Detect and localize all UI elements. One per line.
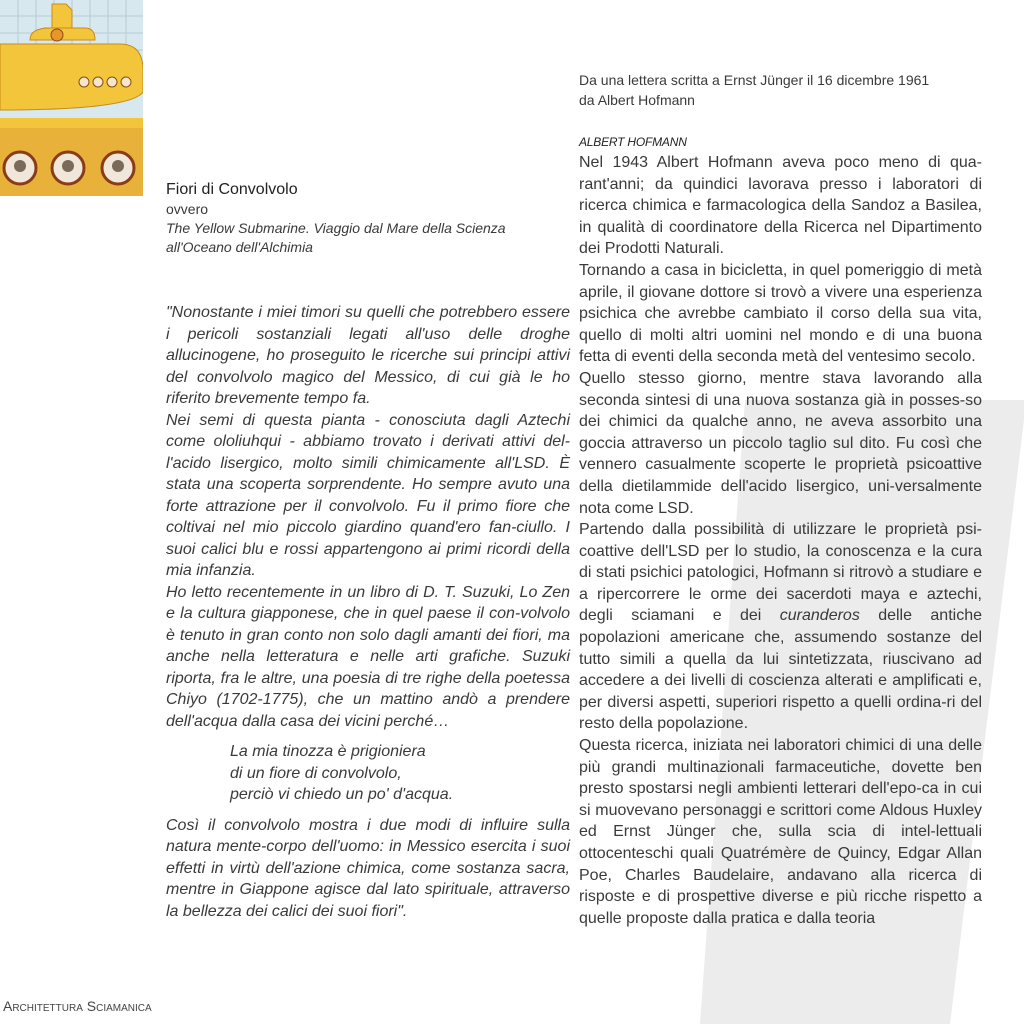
- poem-line: di un fiore di convolvolo,: [230, 764, 402, 782]
- main-body-text: [579, 152, 982, 929]
- section-author-heading: ALBERT HOFMANN: [579, 135, 687, 149]
- body-paragraph-3: Quello stesso giorno, mentre stava lavorando alla seconda sintesi di una nuova sostanza già in posses-so dei chimici da qualche anno, ne aveva assorbito una goccia attraverso un piccolo taglio sul dito. Fu così che vennero casualmente scoperte le proprietà psicoattive della dietilammide dell'acido lisergico, uni-versalmente nota come LSD.: [579, 369, 982, 517]
- poem-line: La mia tinozza è prigioniera: [230, 743, 426, 760]
- quote-paragraph-1: "Nonostante i miei timori su quelli che potrebbero essere i pericoli sostanziali legati all'uso delle droghe allucinogene, ho proseguito le ricerche sui principi attivi del convolvolo magico del Messico, di cui già le ho riferito brevemente tempo fa.: [166, 304, 570, 407]
- quote-paragraph-2: Nei semi di questa pianta - conosciuta dagli Aztechi come ololiuhqui - abbiamo trovato i derivati attivi del-l'acido lisergico, molto simili chimicamente all'LSD. È stata una scoperta sorprendente. Ho sempre avuto una forte attrazione per il convolvolo. Fu il primo fiore che coltivai nel mio piccolo giardino quand'ero fan-ciullo. I suoi calici blu e rossi appartengono ai primi ricordi della mia infanzia.: [166, 411, 570, 579]
- yellow-submarine-illustration: [0, 0, 143, 196]
- quote-paragraph-4: Così il convolvolo mostra i due modi di influire sulla natura mente-corpo dell'uomo: in Messico esercita i suoi effetti in virtù dell'azione chimica, come sostanza sacra, mentre in Giappone agisce dal lato spirituale, attraverso la bellezza dei calici dei suoi fiori".: [166, 816, 570, 920]
- poem-line: perciò vi chiedo un po' d'acqua.: [230, 786, 454, 803]
- letter-source-line2: da Albert Hofmann: [579, 92, 695, 108]
- article-ovvero: ovvero: [166, 201, 209, 217]
- letter-source-note: [579, 70, 979, 110]
- article-title: Fiori di Convolvolo: [166, 181, 298, 198]
- running-footer: Architettura Sciamanica: [3, 998, 152, 1014]
- hofmann-quote: [166, 302, 570, 922]
- body-paragraph-2: Tornando a casa in bicicletta, in quel pomeriggio di metà aprile, il giovane dottore si trovò a vivere una esperienza psichica che avrebbe cambiato il corso della sua vita, quello di molti altri uomini nel mondo e di una buona fetta di eventi della seconda metà del ventesimo secolo.: [579, 261, 982, 366]
- article-subtitle-line2: all'Oceano dell'Alchimia: [166, 239, 313, 255]
- body-paragraph-5: Questa ricerca, iniziata nei laboratori chimici di una delle più grandi multinazionali farmaceutiche, dovette ben presto spostarsi negli ambienti letterari dell'epo-ca in cui si muovevano personaggi e scrittori come Aldous Huxley ed Ernst Jünger che, sulla scia di intel-lettuali ottocenteschi quali Quatrémère de Quincy, Edgar Allan Poe, Charles Baudelaire, andavano alla ricerca di risposte e di prospettive diverse e più ricche rispetto a quelle proposte dalla pratica e dalla teoria: [579, 737, 982, 927]
- body-paragraph-1: Nel 1943 Albert Hofmann aveva poco meno di qua-rant'anni; da quindici lavorava presso i laboratori di ricerca chimica e farmacologica della Sandoz a Basilea, in qualità di coordinatore della Ricerca nel Dipartimento dei Prodotti Naturali.: [579, 154, 982, 258]
- body-paragraph-4-end: delle antiche popolazioni americane che, assumendo sostanze del tutto simili a quella da lui sintetizzata, riuscivano ad accedere a dei livelli di coscienza alterati e amplificati e, per diversi aspetti, superiori rispetto a quelli ordina-ri del resto della popolazione.: [579, 607, 982, 733]
- quote-poem: [230, 741, 570, 806]
- article-subtitle-line1: The Yellow Submarine. Viaggio dal Mare della Scienza: [166, 220, 506, 236]
- body-emphasis-curanderos: curanderos: [779, 607, 860, 625]
- quote-paragraph-3: Ho letto recentemente in un libro di D. T. Suzuki, Lo Zen e la cultura giapponese, che in quel paese il con-volvolo è tenuto in gran conto non solo dagli amanti dei fiori, ma anche nella letteratura e nelle arti grafiche. Suzuki riporta, fra le altre, una poesia di tre righe della poetessa Chiyo (1702-1775), che un mattino andò a prendere dell'acqua dalla casa dei vicini perché…: [166, 583, 570, 730]
- body-paragraph-4-start: Partendo dalla possibilità di utilizzare le proprietà psi-coattive dell'LSD per lo studio, la conoscenza e la cura di stati psichici patologici, Hofmann si ritrovò a studiare e a ripercorrere le orme dei sacerdoti maya e aztechi, degli sciamani e dei: [579, 521, 982, 625]
- body-paragraph-4: [579, 519, 982, 735]
- article-title-block: [166, 180, 546, 257]
- letter-source-line1: Da una lettera scritta a Ernst Jünger il 16 dicembre 1961: [579, 72, 930, 88]
